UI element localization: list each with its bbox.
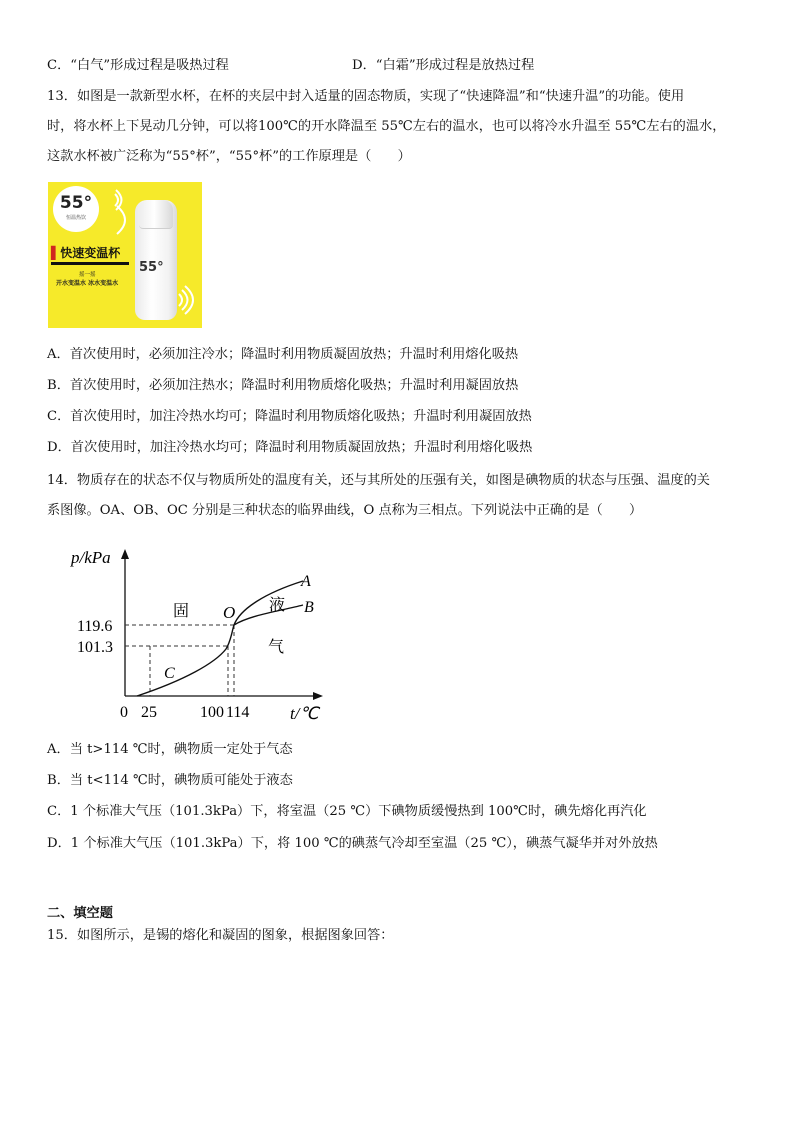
y-axis-label: p/kPa (71, 548, 111, 567)
badge-number: 55° (59, 193, 93, 213)
q13-stem-line-3: 这款水杯被广泛称为“55°杯”，“55°杯”的工作原理是（ ） (47, 149, 411, 164)
cup-product-image (48, 182, 202, 328)
q13-option-d: D．首次使用时，加注冷热水均可；降温时利用物质凝固放热；升温时利用熔化吸热 (47, 440, 533, 455)
x-tick-25: 25 (141, 704, 157, 721)
q12-option-c: C．“白气”形成过程是吸热过程 (47, 58, 229, 73)
region-solid-label: 固 (173, 601, 190, 620)
product-tagline-2: 开水变温水 冰水变温水 (56, 280, 119, 287)
bottle-cap (139, 200, 173, 229)
q13-stem-line-1: 13．如图是一款新型水杯，在杯的夹层中封入适量的固态物质，实现了“快速降温”和“快速升温”的功能。使用 (47, 89, 685, 104)
x-axis-arrow-icon (313, 692, 323, 700)
q15-stem: 15．如图所示，是锡的熔化和凝固的图象，根据图象回答： (47, 928, 394, 943)
triple-point-label: O (223, 603, 236, 622)
region-gas-label: 气 (268, 637, 285, 656)
bottle-label: 55° (139, 260, 164, 275)
curve-oc (137, 625, 234, 696)
headline-underline (51, 262, 129, 265)
q14-stem-line-1: 14．物质存在的状态不仅与物质所处的温度有关，还与其所处的压强有关，如图是碘物质的状态与压强、温度的关 (47, 473, 710, 488)
x-tick-origin: 0 (120, 704, 128, 721)
x-tick-100: 100 (200, 704, 224, 721)
curve-label-b: B (304, 599, 314, 616)
y-tick-101-3: 101.3 (77, 639, 113, 656)
curve-label-a: A (301, 573, 311, 590)
q13-option-b: B．首次使用时，必须加注热水；降温时利用物质熔化吸热；升温时利用凝固放热 (47, 378, 519, 393)
q13-option-a: A．首次使用时，必须加注冷水；降温时利用物质凝固放热；升温时利用熔化吸热 (47, 347, 519, 362)
iodine-phase-diagram (65, 545, 335, 730)
region-liquid-label: 液 (269, 595, 286, 614)
q14-option-c: C．1 个标准大气压（101.3kPa）下，将室温（25 ℃）下碘物质缓慢热到 100℃时，碘先熔化再汽化 (47, 804, 647, 819)
curve-label-c: C (164, 665, 175, 682)
x-axis-label: t/℃ (290, 704, 319, 723)
q13-option-c: C．首次使用时，加注冷热水均可；降温时利用物质熔化吸热；升温时利用凝固放热 (47, 409, 532, 424)
q14-stem-line-2: 系图像。OA、OB、OC 分别是三种状态的临界曲线，O 点称为三相点。下列说法中正确的是（ ） (47, 503, 643, 518)
red-dot-icon: ▌ (51, 246, 61, 260)
section-heading-fill-in: 二、填空题 (47, 906, 113, 921)
x-tick-114: 114 (226, 704, 250, 721)
q12-option-d: D．“白霜”形成过程是放热过程 (352, 58, 535, 73)
y-axis-arrow-icon (121, 549, 129, 559)
bottle-illustration (135, 200, 177, 320)
q12-option-row (47, 57, 767, 75)
badge-subtext: 恒温热饮 (65, 215, 86, 221)
q13-stem-line-2: 时，将水杯上下晃动几分钟，可以将100℃的开水降温至 55℃左右的温水，也可以将冷水升温至 55℃左右的温水， (47, 119, 726, 134)
y-tick-119-6: 119.6 (77, 618, 113, 635)
temperature-badge (53, 186, 99, 232)
q14-option-b: B．当 t<114 ℃时，碘物质可能处于液态 (47, 773, 293, 788)
product-headline: ▌快速变温杯 (51, 246, 121, 260)
product-tagline-1: 摇一摇 (79, 272, 96, 278)
q14-option-a: A．当 t>114 ℃时，碘物质一定处于气态 (47, 742, 293, 757)
q14-option-d: D．1 个标准大气压（101.3kPa）下，将 100 ℃的碘蒸气冷却至室温（25 ℃），碘蒸气凝华并对外放热 (47, 836, 658, 851)
